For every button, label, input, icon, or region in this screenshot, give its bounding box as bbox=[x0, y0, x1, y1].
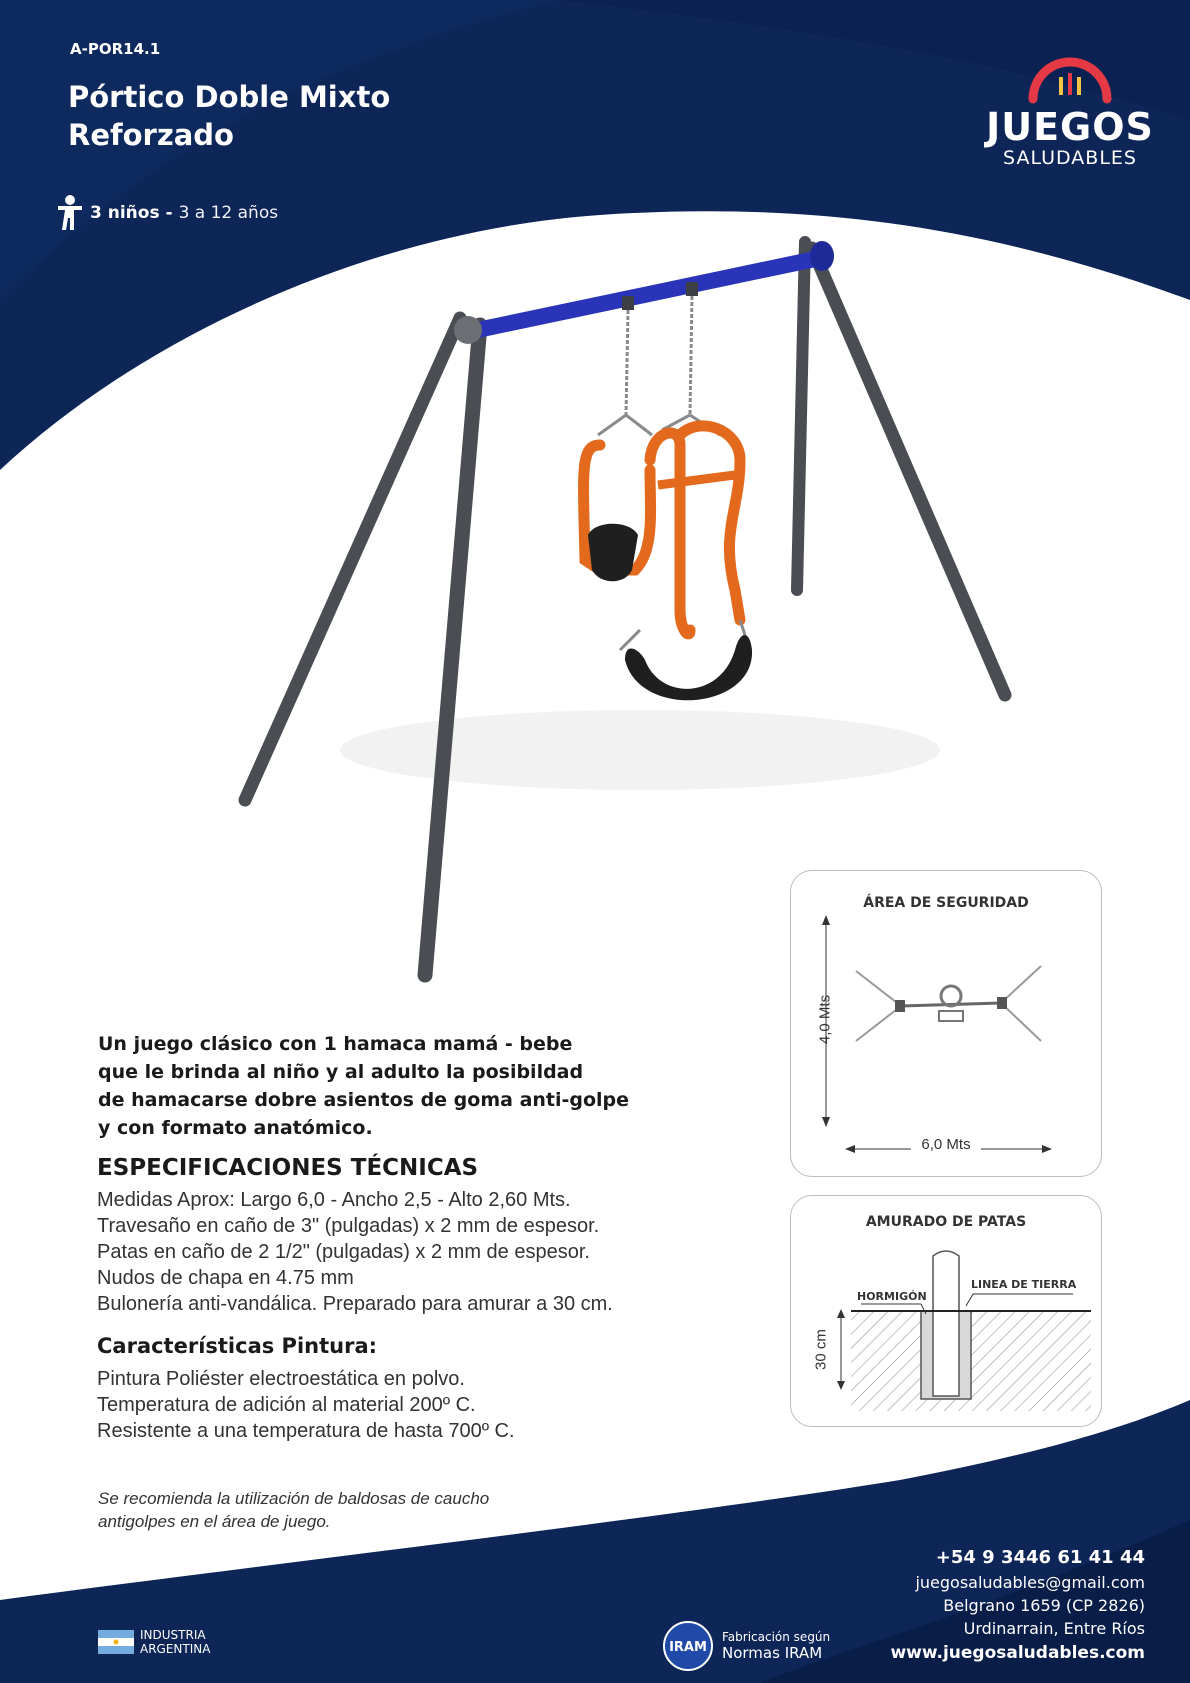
contact-info bbox=[860, 1545, 1145, 1666]
note-line: Se recomienda la utilización de baldosas de caucho bbox=[98, 1489, 490, 1508]
depth-label: 30 cm bbox=[812, 1329, 830, 1370]
address-line-1: Belgrano 1659 (CP 2826) bbox=[943, 1596, 1145, 1615]
paint-line: Temperatura de adición al material 200º C. bbox=[97, 1394, 476, 1416]
spec-line: Nudos de chapa en 4.75 mm bbox=[97, 1267, 354, 1289]
anchoring-title: AMURADO DE PATAS bbox=[865, 1214, 1027, 1230]
safety-area-panel bbox=[790, 870, 1102, 1177]
spec-line: Travesaño en caño de 3" (pulgadas) x 2 mm de espesor. bbox=[97, 1215, 600, 1237]
kids-count: 3 niños - bbox=[90, 203, 173, 223]
paint-list bbox=[97, 1366, 697, 1444]
description-line: Un juego clásico con 1 hamaca mamá - bebe bbox=[98, 1033, 573, 1055]
website-link[interactable]: www.juegosaludables.com bbox=[890, 1643, 1145, 1663]
iram-seal-icon bbox=[662, 1620, 714, 1672]
concrete-label: HORMIGÓN bbox=[857, 1290, 927, 1303]
paint-line: Resistente a una temperatura de hasta 700º C. bbox=[97, 1420, 515, 1442]
iram-line-2: Normas IRAM bbox=[722, 1644, 823, 1662]
description-line: y con formato anatómico. bbox=[98, 1117, 373, 1139]
anchoring-panel bbox=[790, 1195, 1102, 1427]
logo-arch-icon bbox=[985, 55, 1155, 105]
iram-certification bbox=[662, 1620, 830, 1672]
phone-number[interactable]: +54 9 3446 61 41 44 bbox=[935, 1547, 1145, 1568]
child-icon bbox=[56, 194, 84, 232]
safety-area-diagram bbox=[791, 871, 1101, 1176]
age-info bbox=[56, 194, 278, 232]
title-line-2: Reforzado bbox=[68, 118, 234, 152]
product-code: A-POR14.1 bbox=[70, 40, 161, 58]
spec-line: Patas en caño de 2 1/2" (pulgadas) x 2 mm de espesor. bbox=[97, 1241, 590, 1263]
spec-line: Medidas Aprox: Largo 6,0 - Ancho 2,5 - Alto 2,60 Mts. bbox=[97, 1189, 571, 1211]
specs-heading: ESPECIFICACIONES TÉCNICAS bbox=[97, 1155, 479, 1181]
recommendation-note bbox=[98, 1487, 618, 1533]
industry-line-2: ARGENTINA bbox=[140, 1642, 211, 1656]
description bbox=[98, 1030, 658, 1142]
iram-seal-text: IRAM bbox=[669, 1640, 707, 1655]
paint-line: Pintura Poliéster electroestática en polvo. bbox=[97, 1368, 465, 1390]
note-line: antigolpes en el área de juego. bbox=[98, 1512, 331, 1531]
brand-logo bbox=[985, 55, 1155, 175]
page-title bbox=[68, 78, 568, 154]
safety-width-label: 6,0 Mts bbox=[911, 1136, 981, 1153]
logo-line-1: JUEGOS bbox=[986, 105, 1154, 149]
kids-age: 3 a 12 años bbox=[178, 203, 279, 223]
specs-list bbox=[97, 1187, 697, 1317]
argentina-flag-icon bbox=[98, 1630, 134, 1654]
industry-line-1: INDUSTRIA bbox=[140, 1628, 206, 1642]
email[interactable]: juegosaludables@gmail.com bbox=[915, 1573, 1145, 1592]
ground-line-label: LINEA DE TIERRA bbox=[971, 1278, 1077, 1291]
iram-line-1: Fabricación según bbox=[722, 1630, 831, 1644]
paint-heading: Características Pintura: bbox=[97, 1334, 378, 1358]
industria-argentina bbox=[98, 1628, 210, 1656]
safety-area-title: ÁREA DE SEGURIDAD bbox=[863, 895, 1029, 911]
safety-height-label: 4,0 Mts bbox=[816, 994, 834, 1045]
address-line-2: Urdinarrain, Entre Ríos bbox=[963, 1619, 1145, 1638]
logo-line-2: SALUDABLES bbox=[1003, 147, 1137, 169]
anchoring-diagram bbox=[791, 1196, 1101, 1426]
spec-line: Bulonería anti-vandálica. Preparado para amurar a 30 cm. bbox=[97, 1293, 613, 1315]
description-line: que le brinda al niño y al adulto la posibildad bbox=[98, 1061, 584, 1083]
description-line: de hamacarse dobre asientos de goma anti-golpe bbox=[98, 1089, 630, 1111]
title-line-1: Pórtico Doble Mixto bbox=[68, 80, 391, 114]
